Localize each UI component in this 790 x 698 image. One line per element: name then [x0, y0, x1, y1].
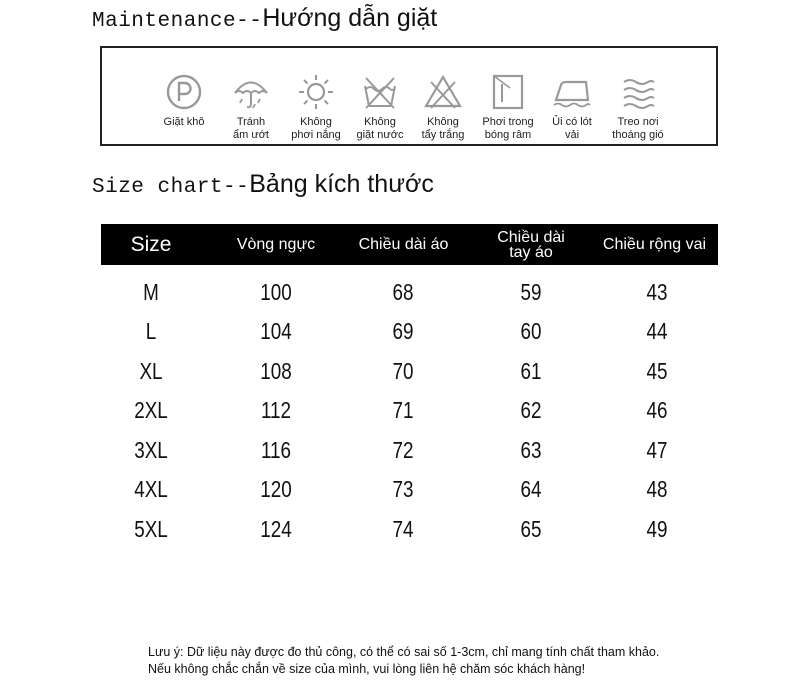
- cell-chest: 120: [260, 476, 292, 503]
- cell-shoulder: 48: [646, 476, 668, 503]
- care-label: Giặt khô: [163, 116, 205, 128]
- cell-length: 74: [392, 516, 414, 543]
- disclaimer-note: [148, 644, 659, 678]
- header-shoulder: Chiều rộng vai: [602, 236, 707, 253]
- care-label: Không tẩy trắng: [421, 116, 465, 141]
- cell-length: 70: [392, 357, 414, 384]
- hang-airy-icon: [618, 72, 658, 112]
- dry-clean-p-icon: [164, 72, 204, 112]
- cell-chest: 104: [260, 318, 292, 345]
- maintenance-title-vn: Hướng dẫn giặt: [262, 4, 438, 32]
- care-instructions-box: [100, 46, 718, 146]
- no-bleach-icon: [423, 72, 463, 112]
- care-label: Phơi trong bóng râm: [482, 116, 534, 141]
- header-chest: Vòng ngực: [236, 236, 316, 253]
- care-label: Không giặt nước: [356, 116, 404, 141]
- note-line-2: Nếu không chắc chắn về size của mình, vui lòng liên hệ chăm sóc khách hàng!: [148, 662, 586, 676]
- shade-dry-icon: [488, 72, 528, 112]
- cell-size: 4XL: [134, 476, 168, 503]
- care-label: Ủi có lót vải: [552, 116, 592, 141]
- table-row: [101, 312, 718, 352]
- cell-sleeve: 60: [520, 318, 542, 345]
- cell-sleeve: 63: [520, 436, 542, 463]
- cell-length: 71: [392, 397, 414, 424]
- cell-size: L: [145, 318, 157, 345]
- umbrella-icon: [231, 72, 271, 112]
- cell-sleeve: 61: [520, 357, 542, 384]
- table-row: [101, 510, 718, 550]
- care-item-dry-clean: [152, 72, 216, 129]
- cell-sleeve: 65: [520, 516, 542, 543]
- care-label: Treo nơi thoáng gió: [612, 116, 664, 141]
- size-chart-heading: [92, 170, 434, 199]
- table-row: [101, 391, 718, 431]
- cell-length: 69: [392, 318, 414, 345]
- cell-chest: 112: [260, 397, 292, 424]
- table-row: [101, 470, 718, 510]
- note-line-1: Lưu ý: Dữ liệu này được đo thủ công, có thể có sai số 1-3cm, chỉ mang tính chất tham khảo.: [148, 645, 660, 659]
- care-item-iron: [540, 72, 604, 142]
- cell-length: 73: [392, 476, 414, 503]
- cell-size: 3XL: [134, 436, 168, 463]
- care-item-avoid-moisture: [219, 72, 283, 142]
- cell-length: 72: [392, 436, 414, 463]
- care-item-no-bleach: [411, 72, 475, 142]
- care-item-no-sun: [284, 72, 348, 142]
- cell-shoulder: 45: [646, 357, 668, 384]
- no-wash-icon: [360, 72, 400, 112]
- cell-size: 5XL: [134, 516, 168, 543]
- table-row: [101, 272, 718, 312]
- care-item-shade-dry: [476, 72, 540, 142]
- header-size: Size: [130, 233, 172, 256]
- size-chart-title-en: Size chart--: [92, 176, 250, 199]
- iron-with-cloth-icon: [552, 72, 592, 112]
- care-item-hang-airy: [606, 72, 670, 142]
- maintenance-heading: [92, 4, 437, 33]
- cell-sleeve: 59: [520, 278, 542, 305]
- cell-chest: 108: [260, 357, 292, 384]
- header-length: Chiều dài áo: [358, 236, 449, 253]
- cell-sleeve: 62: [520, 397, 542, 424]
- care-item-no-wash: [348, 72, 412, 142]
- cell-shoulder: 44: [646, 318, 668, 345]
- care-label: Tránh ẩm ướt: [233, 116, 269, 141]
- table-row: [101, 430, 718, 470]
- no-sun-icon: [296, 72, 336, 112]
- size-table-header: [101, 224, 718, 265]
- cell-chest: 116: [260, 436, 292, 463]
- cell-size: 2XL: [134, 397, 168, 424]
- table-row: [101, 351, 718, 391]
- cell-sleeve: 64: [520, 476, 542, 503]
- cell-chest: 124: [260, 516, 292, 543]
- cell-shoulder: 43: [646, 278, 668, 305]
- header-sleeve: Chiều dài tay áo: [497, 228, 565, 261]
- maintenance-title-en: Maintenance--: [92, 10, 263, 33]
- size-table-body: [101, 272, 718, 549]
- cell-size: XL: [139, 357, 163, 384]
- cell-shoulder: 46: [646, 397, 668, 424]
- care-label: Không phơi nắng: [291, 116, 341, 141]
- cell-shoulder: 47: [646, 436, 668, 463]
- cell-shoulder: 49: [646, 516, 668, 543]
- cell-length: 68: [392, 278, 414, 305]
- size-chart-title-vn: Bảng kích thước: [249, 170, 434, 198]
- cell-size: M: [143, 278, 159, 305]
- cell-chest: 100: [260, 278, 292, 305]
